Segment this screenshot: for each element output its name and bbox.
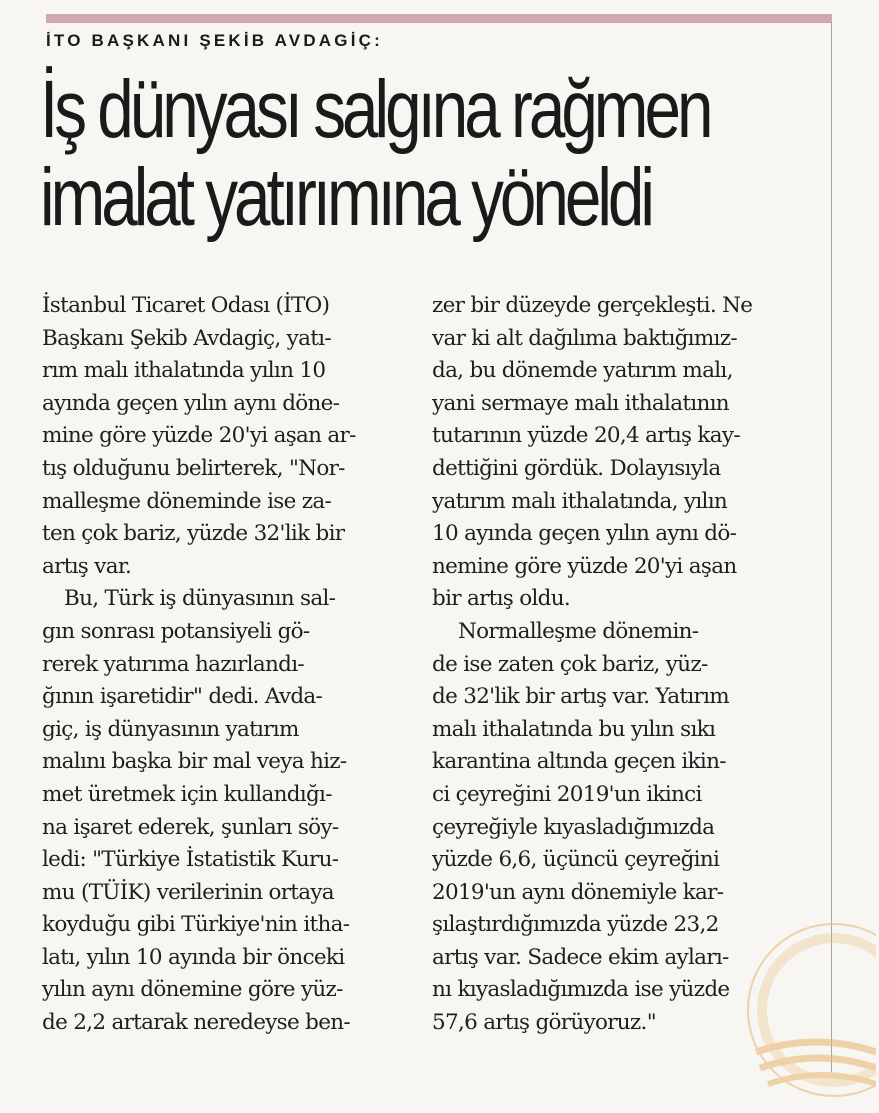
column-line: bir artış oldu. [432, 586, 570, 612]
column-line: karantina altında geçen ikin- [432, 749, 726, 775]
column-line: çeyreğiyle kıyasladığımızda [432, 814, 715, 840]
column-line: Başkanı Şekib Avdagiç, yatı- [42, 325, 331, 351]
column-line: giç, iş dünyasının yatırım [42, 716, 299, 742]
column-line: tış olduğunu belirterek, "Nor- [42, 455, 345, 481]
paragraph-start-line: Normalleşme dönemin- [458, 618, 699, 644]
headline-line-1: İş dünyası salgına rağmen [40, 64, 710, 155]
top-accent-rule [46, 14, 832, 23]
column-line: yani sermaye malı ithalatının [432, 390, 729, 416]
column-line: met üretmek için kullandığı- [42, 781, 332, 807]
column-line: 57,6 artış görüyoruz." [432, 1010, 656, 1036]
column-line: dettiğini gördük. Dolayısıyla [432, 455, 721, 481]
column-line: mu (TÜİK) verilerinin ortaya [42, 879, 334, 905]
column-line: ledi: "Türkiye İstatistik Kuru- [42, 847, 339, 873]
column-line: artış var. [42, 553, 132, 579]
article-kicker: İTO BAŞKANI ŞEKİB AVDAGİÇ: [46, 31, 383, 50]
column-line: var ki alt dağılıma baktığımız- [432, 325, 737, 351]
column-line: ten çok bariz, yüzde 32'lik bir [42, 521, 345, 547]
column-line: ayında geçen yılın aynı döne- [42, 390, 340, 416]
archive-stamp-icon [716, 902, 876, 1112]
column-line: nı kıyasladığımızda ise yüzde [432, 977, 730, 1003]
column-line: de 32'lik bir artış var. Yatırım [432, 684, 729, 710]
column-line: rım malı ithalatında yılın 10 [42, 358, 326, 384]
column-line: malını başka bir mal veya hiz- [42, 749, 347, 775]
paragraph-start-line: Bu, Türk iş dünyasının sal- [64, 586, 336, 612]
column-line: İstanbul Ticaret Odası (İTO) [42, 293, 330, 318]
column-line: koyduğu gibi Türkiye'nin itha- [42, 912, 350, 938]
column-line: zer bir düzeyde gerçekleşti. Ne [432, 293, 753, 318]
column-line: rerek yatırıma hazırlandı- [42, 651, 304, 677]
column-line: malleşme döneminde ise za- [42, 488, 332, 514]
column-line: na işaret ederek, şunları söy- [42, 814, 339, 840]
column-line: ğının işaretidir" dedi. Avda- [42, 684, 323, 710]
column-line: malı ithalatında bu yılın sıkı [432, 716, 716, 742]
column-line: mine göre yüzde 20'yi aşan ar- [42, 423, 356, 449]
column-line: yüzde 6,6, üçüncü çeyreğini [432, 847, 720, 873]
column-line: latı, yılın 10 ayında bir önceki [42, 944, 345, 970]
column-line: yılın aynı dönemine göre yüz- [42, 977, 343, 1003]
column-line: da, bu dönemde yatırım malı, [432, 358, 733, 384]
headline-line-2: imalat yatırımına yöneldi [40, 152, 651, 243]
column-line: şılaştırdığımızda yüzde 23,2 [432, 912, 719, 938]
column-line: de 2,2 artarak neredeyse ben- [42, 1010, 350, 1036]
column-line: artış var. Sadece ekim ayları- [432, 944, 729, 970]
article-column-left [42, 290, 356, 1040]
column-line: ci çeyreğini 2019'un ikinci [432, 781, 702, 807]
column-line: yatırım malı ithalatında, yılın [432, 488, 728, 514]
column-line: de ise zaten çok bariz, yüz- [432, 651, 708, 677]
column-line: 2019'un aynı dönemiyle kar- [432, 879, 724, 905]
article-headline [40, 66, 709, 242]
article-column-right [432, 290, 752, 1040]
column-line: 10 ayında geçen yılın aynı dö- [432, 521, 737, 547]
column-line: gın sonrası potansiyeli gö- [42, 618, 310, 644]
column-line: nemine göre yüzde 20'yi aşan [432, 553, 737, 579]
column-line: tutarının yüzde 20,4 artış kay- [432, 423, 740, 449]
